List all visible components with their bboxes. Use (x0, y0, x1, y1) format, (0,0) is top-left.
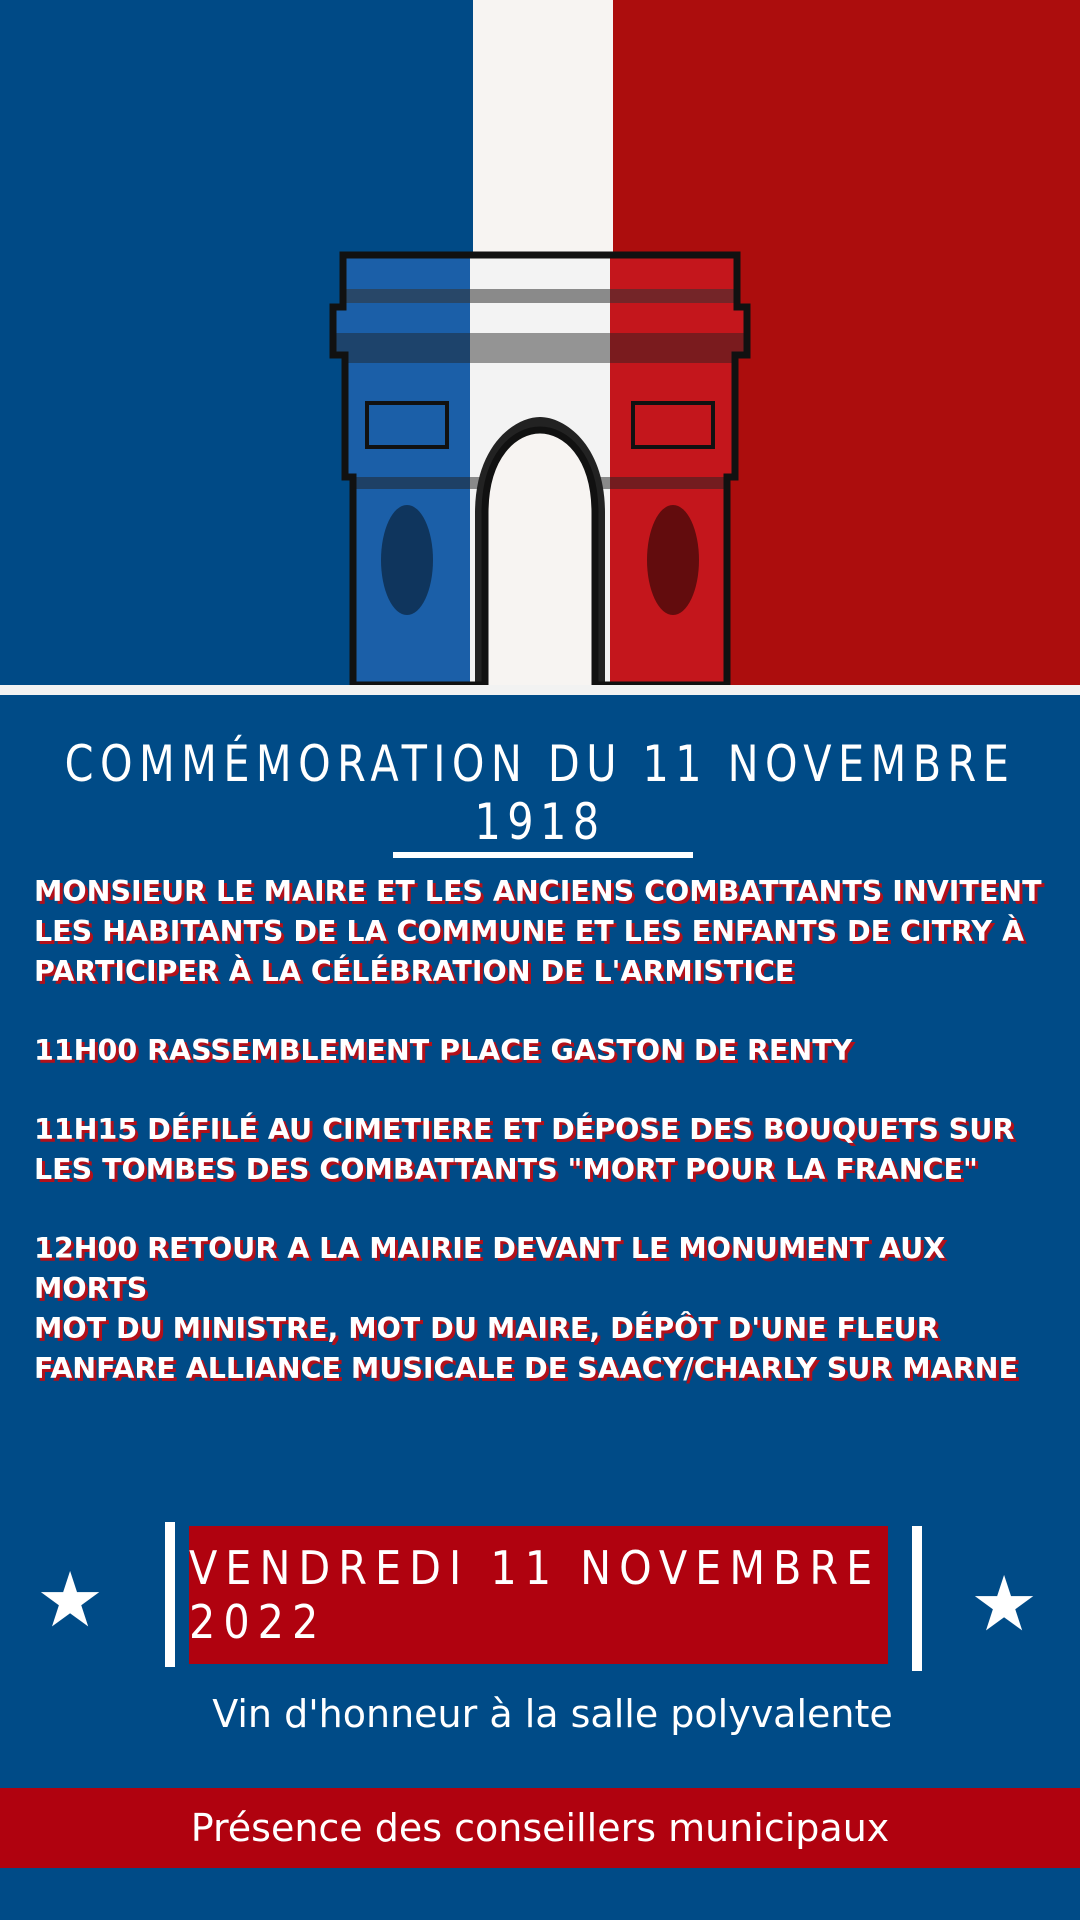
star-icon: ★ (36, 1555, 105, 1644)
header-divider (0, 685, 1080, 695)
event-date-banner (189, 1526, 888, 1664)
footer-text: Présence des conseillers municipaux (190, 1806, 890, 1850)
schedule-1115: 11H15 DÉFILÉ AU CIMETIERE ET DÉPOSE DES BOUQUETS SUR LES TOMBES DES COMBATTANTS "MORT POUR LA FRANCE" (34, 1113, 1015, 1186)
event-title: COMMÉMORATION DU 11 NOVEMBRE 1918 (64, 735, 1016, 851)
date-right-bar (912, 1526, 922, 1671)
intro-paragraph: MONSIEUR LE MAIRE ET LES ANCIENS COMBATTANTS INVITENT LES HABITANTS DE LA COMMUNE ET LES ENFANTS DE CITRY À PARTICIPER À LA CÉLÉBRATION DE L'ARMISTICE (34, 875, 1042, 988)
schedule-1200: 12H00 RETOUR A LA MAIRIE DEVANT LE MONUMENT AUX MORTS (34, 1232, 946, 1305)
schedule-1100: 11H00 RASSEMBLEMENT PLACE GASTON DE RENTY (34, 1034, 853, 1067)
footer-banner (0, 1788, 1080, 1868)
event-description (34, 872, 1044, 1389)
speeches-line: MOT DU MINISTRE, MOT DU MAIRE, DÉPÔT D'UNE FLEUR (34, 1312, 939, 1345)
reception-note: Vin d'honneur à la salle polyvalente (212, 1692, 893, 1736)
arc-de-triomphe-illustration (325, 245, 755, 685)
event-date: VENDREDI 11 NOVEMBRE 2022 (189, 1541, 881, 1649)
title-underline (393, 852, 693, 858)
date-left-bar (165, 1522, 175, 1667)
fanfare-line: FANFARE ALLIANCE MUSICALE DE SAACY/CHARLY SUR MARNE (34, 1352, 1018, 1385)
star-icon: ★ (970, 1559, 1039, 1648)
